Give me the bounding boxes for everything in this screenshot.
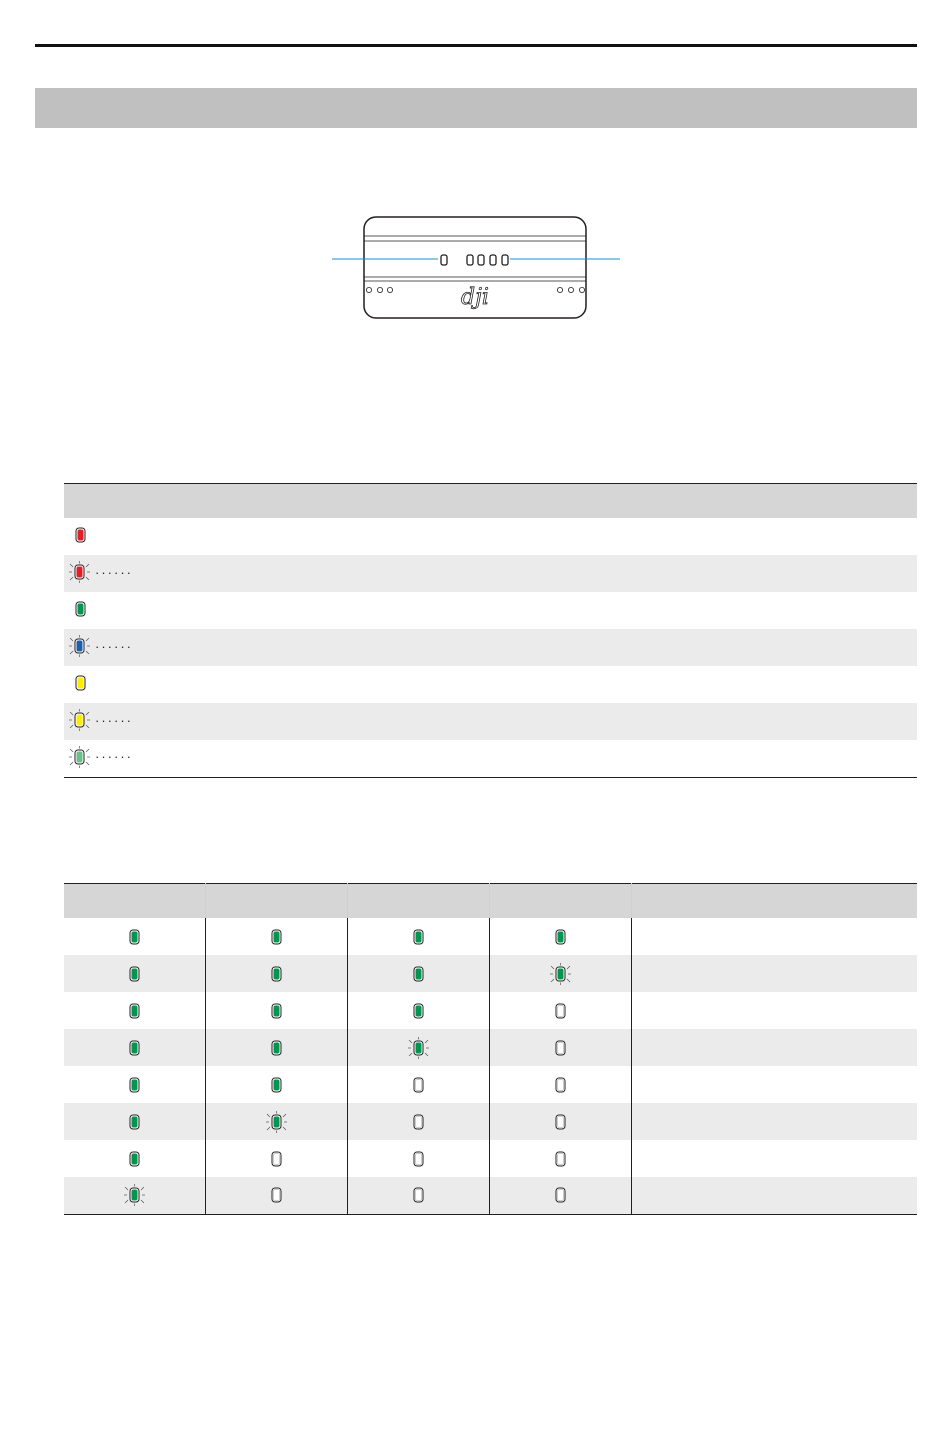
led-off-icon bbox=[555, 1184, 567, 1206]
status-description bbox=[154, 666, 917, 703]
blink-ray bbox=[409, 1053, 412, 1056]
level-row bbox=[64, 955, 917, 992]
level-row bbox=[64, 918, 917, 955]
level-led-cell bbox=[348, 918, 490, 955]
green-solid-icon bbox=[271, 1000, 283, 1022]
led-fill bbox=[77, 715, 83, 726]
blink-ray bbox=[86, 762, 89, 765]
status-led-cell bbox=[64, 555, 154, 592]
level-description bbox=[632, 955, 918, 992]
led-fill bbox=[557, 1005, 563, 1016]
level-led-cell bbox=[206, 1029, 348, 1066]
level-col-led3-header bbox=[348, 884, 490, 919]
led-fill bbox=[415, 1079, 421, 1090]
led-fill bbox=[415, 1042, 421, 1053]
level-led-cell bbox=[64, 1029, 206, 1066]
battery-led-2-icon bbox=[478, 255, 484, 265]
status-row bbox=[64, 555, 917, 592]
blink-ray bbox=[86, 712, 89, 715]
level-led-cell bbox=[64, 1103, 206, 1140]
section-header-bar bbox=[35, 88, 917, 128]
green-solid-icon bbox=[129, 1148, 141, 1170]
green-solid-icon bbox=[129, 1037, 141, 1059]
blink-ray bbox=[86, 725, 89, 728]
power-button-icon bbox=[441, 255, 447, 265]
led-fill bbox=[557, 1190, 563, 1201]
battery-level-table bbox=[64, 883, 917, 1215]
led-fill bbox=[557, 1153, 563, 1164]
blink-ray bbox=[86, 577, 89, 580]
level-led-cell bbox=[64, 955, 206, 992]
led-fill bbox=[557, 1116, 563, 1127]
status-led-cell bbox=[64, 629, 154, 666]
blue-blinking-icon bbox=[69, 635, 91, 657]
led-fill bbox=[415, 1153, 421, 1164]
blink-ray bbox=[551, 979, 554, 982]
led-off-icon bbox=[555, 1074, 567, 1096]
green-blinking-icon bbox=[124, 1184, 146, 1206]
blink-ray bbox=[141, 1200, 144, 1203]
level-led-cell bbox=[206, 992, 348, 1029]
led-fill bbox=[557, 968, 563, 979]
level-led-cell bbox=[490, 1066, 632, 1103]
led-fill bbox=[78, 604, 84, 615]
blink-ray bbox=[86, 651, 89, 654]
green-solid-icon bbox=[413, 1000, 425, 1022]
level-led-cell bbox=[64, 992, 206, 1029]
level-description bbox=[632, 1103, 918, 1140]
led-off-icon bbox=[413, 1148, 425, 1170]
led-fill bbox=[415, 1005, 421, 1016]
led-fill bbox=[131, 1190, 137, 1201]
level-description bbox=[632, 1177, 918, 1214]
battery-led-3-icon bbox=[490, 255, 496, 265]
led-off-icon bbox=[555, 1148, 567, 1170]
green-blinking-icon bbox=[408, 1037, 430, 1059]
green-solid-icon bbox=[129, 926, 141, 948]
red-blinking-icon bbox=[69, 561, 91, 583]
led-off-icon bbox=[555, 1037, 567, 1059]
status-led-table bbox=[64, 483, 917, 778]
blink-ray bbox=[267, 1114, 270, 1117]
blink-ray bbox=[86, 638, 89, 641]
led-fill bbox=[131, 931, 137, 942]
led-fill bbox=[77, 751, 83, 762]
led-fill bbox=[273, 1190, 279, 1201]
level-led-cell bbox=[206, 1066, 348, 1103]
status-row bbox=[64, 740, 917, 777]
battery-led-4-icon bbox=[502, 255, 508, 265]
level-row bbox=[64, 1140, 917, 1177]
green-solid-icon bbox=[271, 1037, 283, 1059]
led-off-icon bbox=[413, 1074, 425, 1096]
blink-ray bbox=[425, 1053, 428, 1056]
status-description bbox=[154, 629, 917, 666]
led-fill bbox=[131, 1153, 137, 1164]
green-solid-icon bbox=[75, 598, 87, 620]
green-solid-icon bbox=[271, 926, 283, 948]
blink-dots: ······ bbox=[95, 712, 133, 728]
status-led-cell bbox=[64, 592, 154, 629]
level-led-cell bbox=[490, 992, 632, 1029]
blink-ray bbox=[409, 1040, 412, 1043]
level-description bbox=[632, 1066, 918, 1103]
level-led-cell bbox=[348, 1140, 490, 1177]
level-led-cell bbox=[490, 1103, 632, 1140]
red-solid-icon bbox=[75, 524, 87, 546]
blink-dots: ······ bbox=[95, 564, 133, 580]
led-off-icon bbox=[555, 1000, 567, 1022]
status-led-cell bbox=[64, 518, 154, 555]
led-fill bbox=[77, 641, 83, 652]
blink-ray bbox=[125, 1200, 128, 1203]
green-solid-icon bbox=[271, 963, 283, 985]
level-col-led2-header bbox=[206, 884, 348, 919]
level-row bbox=[64, 1066, 917, 1103]
level-led-cell bbox=[64, 1177, 206, 1214]
level-led-cell bbox=[206, 1103, 348, 1140]
top-rule bbox=[35, 44, 917, 47]
led-off-icon bbox=[271, 1148, 283, 1170]
green-blinking-icon bbox=[550, 963, 572, 985]
blink-ray bbox=[283, 1127, 286, 1130]
led-off-icon bbox=[413, 1184, 425, 1206]
status-row bbox=[64, 629, 917, 666]
level-led-cell bbox=[490, 955, 632, 992]
led-off-icon bbox=[413, 1111, 425, 1133]
led-fill bbox=[131, 968, 137, 979]
led-fill bbox=[415, 968, 421, 979]
led-fill bbox=[415, 1190, 421, 1201]
blink-ray bbox=[425, 1040, 428, 1043]
level-led-cell bbox=[206, 918, 348, 955]
green-blinking-icon bbox=[266, 1111, 288, 1133]
level-row bbox=[64, 1177, 917, 1214]
light-green-blinking-icon bbox=[69, 746, 91, 768]
level-description bbox=[632, 992, 918, 1029]
green-solid-icon bbox=[555, 926, 567, 948]
green-solid-icon bbox=[129, 1074, 141, 1096]
level-led-cell bbox=[348, 1066, 490, 1103]
blink-ray bbox=[70, 712, 73, 715]
level-led-cell bbox=[490, 918, 632, 955]
level-description bbox=[632, 918, 918, 955]
status-description bbox=[154, 518, 917, 555]
green-solid-icon bbox=[129, 963, 141, 985]
level-led-cell bbox=[64, 1140, 206, 1177]
led-fill bbox=[273, 931, 279, 942]
status-row bbox=[64, 666, 917, 703]
status-description bbox=[154, 703, 917, 740]
level-led-cell bbox=[348, 992, 490, 1029]
status-description bbox=[154, 592, 917, 629]
status-led-cell bbox=[64, 703, 154, 740]
yellow-blinking-icon bbox=[69, 709, 91, 731]
led-fill bbox=[557, 931, 563, 942]
led-fill bbox=[78, 530, 84, 541]
level-led-cell bbox=[348, 1103, 490, 1140]
green-solid-icon bbox=[129, 1000, 141, 1022]
status-description bbox=[154, 740, 917, 777]
led-fill bbox=[131, 1042, 137, 1053]
status-col-desc-header bbox=[154, 484, 917, 519]
led-fill bbox=[557, 1079, 563, 1090]
blink-dots: ······ bbox=[95, 638, 133, 654]
dji-logo-icon: dji bbox=[461, 285, 489, 310]
status-row bbox=[64, 518, 917, 555]
blink-ray bbox=[551, 966, 554, 969]
status-col-led-header bbox=[64, 484, 154, 519]
green-solid-icon bbox=[413, 926, 425, 948]
level-led-cell bbox=[64, 918, 206, 955]
green-solid-icon bbox=[129, 1111, 141, 1133]
blink-ray bbox=[86, 564, 89, 567]
blink-ray bbox=[70, 651, 73, 654]
blink-ray bbox=[86, 749, 89, 752]
status-led-cell bbox=[64, 666, 154, 703]
level-led-cell bbox=[348, 1029, 490, 1066]
level-col-desc-header bbox=[632, 884, 918, 919]
level-led-cell bbox=[348, 955, 490, 992]
status-row bbox=[64, 592, 917, 629]
led-fill bbox=[131, 1116, 137, 1127]
blink-ray bbox=[70, 762, 73, 765]
level-col-led4-header bbox=[490, 884, 632, 919]
led-fill bbox=[273, 1079, 279, 1090]
level-led-cell bbox=[490, 1177, 632, 1214]
blink-ray bbox=[70, 577, 73, 580]
level-description bbox=[632, 1140, 918, 1177]
level-row bbox=[64, 1029, 917, 1066]
led-fill bbox=[273, 968, 279, 979]
blink-ray bbox=[70, 638, 73, 641]
led-fill bbox=[77, 567, 83, 578]
level-led-cell bbox=[206, 1140, 348, 1177]
blink-ray bbox=[567, 966, 570, 969]
status-description bbox=[154, 555, 917, 592]
led-off-icon bbox=[555, 1111, 567, 1133]
level-col-led1-header bbox=[64, 884, 206, 919]
green-solid-icon bbox=[271, 1074, 283, 1096]
battery-led-1-icon bbox=[467, 255, 473, 265]
blink-ray bbox=[70, 749, 73, 752]
battery-diagram bbox=[300, 200, 650, 340]
led-fill bbox=[131, 1005, 137, 1016]
led-off-icon bbox=[271, 1184, 283, 1206]
level-row bbox=[64, 1103, 917, 1140]
led-fill bbox=[273, 1116, 279, 1127]
blink-ray bbox=[70, 725, 73, 728]
led-fill bbox=[415, 931, 421, 942]
yellow-solid-icon bbox=[75, 672, 87, 694]
led-fill bbox=[273, 1153, 279, 1164]
led-fill bbox=[557, 1042, 563, 1053]
led-fill bbox=[415, 1116, 421, 1127]
led-fill bbox=[78, 678, 84, 689]
blink-ray bbox=[125, 1187, 128, 1190]
blink-dots: ······ bbox=[95, 749, 133, 765]
status-led-cell bbox=[64, 740, 154, 777]
blink-ray bbox=[141, 1187, 144, 1190]
level-led-cell bbox=[206, 1177, 348, 1214]
level-led-cell bbox=[348, 1177, 490, 1214]
blink-ray bbox=[267, 1127, 270, 1130]
led-fill bbox=[273, 1005, 279, 1016]
level-led-cell bbox=[64, 1066, 206, 1103]
level-led-cell bbox=[206, 955, 348, 992]
green-solid-icon bbox=[413, 963, 425, 985]
led-fill bbox=[131, 1079, 137, 1090]
level-row bbox=[64, 992, 917, 1029]
led-fill bbox=[273, 1042, 279, 1053]
level-led-cell bbox=[490, 1029, 632, 1066]
level-description bbox=[632, 1029, 918, 1066]
blink-ray bbox=[283, 1114, 286, 1117]
blink-ray bbox=[567, 979, 570, 982]
blink-ray bbox=[70, 564, 73, 567]
level-led-cell bbox=[490, 1140, 632, 1177]
status-row bbox=[64, 703, 917, 740]
